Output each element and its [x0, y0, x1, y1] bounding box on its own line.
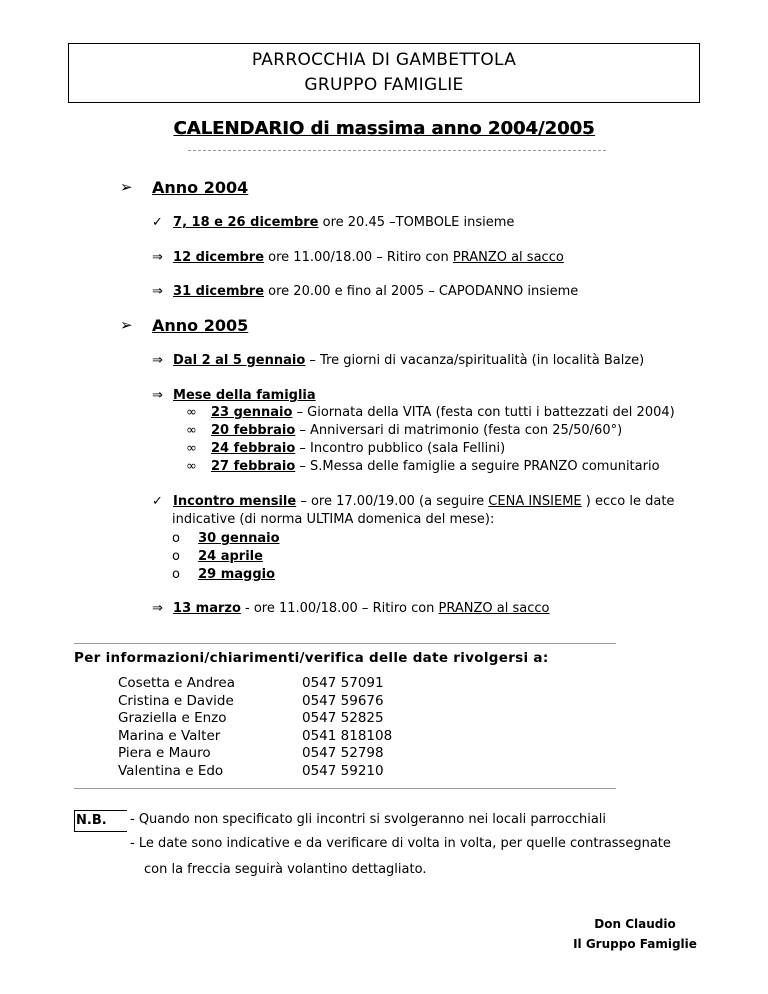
- event-date: 13 marzo: [173, 601, 241, 616]
- nb-note: - Quando non specificato gli incontri si svolgeranno nei locali parrocchiali: [130, 812, 607, 827]
- list-item: [152, 284, 578, 299]
- event-date: Dal 2 al 5 gennaio: [173, 353, 306, 368]
- event-text-tail: ) ecco le date: [581, 494, 675, 509]
- event-text: - ore 11.00/18.00 – Ritiro con: [240, 601, 439, 616]
- year-heading: Anno 2004: [152, 178, 249, 197]
- contact-name: Marina e Valter: [118, 727, 221, 744]
- event-date: 23 gennaio: [210, 405, 293, 420]
- section-divider: [74, 788, 616, 789]
- event-highlight: CENA INSIEME: [488, 494, 582, 509]
- list-item: [172, 531, 280, 546]
- event-text-line2: indicative (di norma ULTIMA domenica del mese):: [172, 512, 495, 527]
- event-text: – ore 17.00/19.00 (a seguire: [296, 494, 489, 509]
- list-item: [172, 567, 275, 582]
- event-text: – S.Messa delle famiglie a seguire PRANZO comunitario: [295, 459, 660, 474]
- list-item: [186, 441, 505, 456]
- checkmark-icon: ✓: [152, 494, 163, 509]
- arrowhead-bullet-icon: ➢: [120, 316, 133, 334]
- year-heading: Anno 2005: [152, 316, 249, 335]
- contact-phone: 0547 59676: [302, 692, 384, 709]
- list-item: [152, 601, 549, 616]
- contact-name: Valentina e Edo: [118, 762, 224, 779]
- arrow-right-icon: ⇒: [152, 353, 163, 368]
- header-box: [68, 43, 700, 103]
- infinity-bullet-icon: ∞: [186, 405, 197, 420]
- event-text: ore 20.00 e fino al 2005 – CAPODANNO insieme: [264, 284, 579, 299]
- list-item: [186, 423, 622, 438]
- event-date: 27 febbraio: [210, 459, 296, 474]
- section-divider: [74, 643, 616, 644]
- circle-bullet-icon: o: [172, 567, 180, 582]
- event-highlight: PRANZO al sacco: [452, 250, 564, 265]
- event-text: – Tre giorni di vacanza/spiritualità (in località Balze): [305, 353, 645, 368]
- arrow-right-icon: ⇒: [152, 250, 163, 265]
- nb-note: - Le date sono indicative e da verificare di volta in volta, per quelle contrassegnate: [130, 836, 671, 851]
- event-date: Mese della famiglia: [173, 388, 316, 403]
- list-item: [152, 353, 644, 368]
- list-item: [152, 388, 316, 403]
- contact-phone: 0547 52798: [302, 745, 384, 761]
- contact-phone: 0547 59210: [302, 762, 384, 779]
- event-text: – Incontro pubblico (sala Fellini): [295, 441, 506, 456]
- arrowhead-bullet-icon: ➢: [120, 178, 133, 196]
- arrow-right-icon: ⇒: [152, 388, 163, 403]
- list-item: [186, 459, 660, 474]
- event-date: 24 febbraio: [210, 441, 296, 456]
- event-date: 31 dicembre: [173, 284, 265, 299]
- nb-label: N.B.: [74, 810, 127, 832]
- list-item: [152, 215, 514, 230]
- document-title: CALENDARIO di massima anno 2004/2005: [173, 118, 595, 139]
- contact-phone: 0547 57091: [302, 675, 384, 691]
- infinity-bullet-icon: ∞: [186, 459, 197, 474]
- event-text: ore 11.00/18.00 – Ritiro con: [264, 250, 453, 265]
- event-text: ore 20.45 –TOMBOLE insieme: [318, 215, 515, 230]
- list-item: [152, 494, 674, 509]
- event-date: 24 aprile: [198, 549, 263, 564]
- group-name: GRUPPO FAMIGLIE: [304, 75, 464, 95]
- contact-phone: 0547 52825: [302, 710, 384, 726]
- infinity-bullet-icon: ∞: [186, 441, 197, 456]
- nb-note: con la freccia seguirà volantino dettagliato.: [144, 862, 427, 877]
- circle-bullet-icon: o: [172, 531, 180, 546]
- event-date: 30 gennaio: [198, 531, 280, 546]
- contact-names: [118, 675, 235, 780]
- infinity-bullet-icon: ∞: [186, 423, 197, 438]
- signature-name: Don Claudio: [594, 917, 676, 931]
- contact-phone: 0541 818108: [302, 727, 393, 744]
- contact-phones: [302, 675, 392, 780]
- dashed-divider: [188, 150, 606, 151]
- info-heading: Per informazioni/chiarimenti/verifica delle date rivolgersi a:: [74, 650, 549, 666]
- arrow-right-icon: ⇒: [152, 284, 163, 299]
- parish-name: PARROCCHIA DI GAMBETTOLA: [251, 50, 517, 70]
- contact-name: Piera e Mauro: [118, 745, 211, 761]
- event-date: 7, 18 e 26 dicembre: [173, 215, 319, 230]
- event-date: 29 maggio: [198, 567, 276, 582]
- list-item: [172, 549, 263, 564]
- contact-name: Graziella e Enzo: [118, 710, 227, 726]
- event-highlight: PRANZO al sacco: [438, 601, 550, 616]
- event-date: 20 febbraio: [210, 423, 296, 438]
- contact-name: Cosetta e Andrea: [118, 675, 235, 691]
- event-date: 12 dicembre: [173, 250, 265, 265]
- checkmark-icon: ✓: [152, 215, 163, 230]
- contact-name: Cristina e Davide: [118, 692, 234, 709]
- circle-bullet-icon: o: [172, 549, 180, 564]
- list-item: [186, 405, 675, 420]
- arrow-right-icon: ⇒: [152, 601, 163, 616]
- signature-group: Il Gruppo Famiglie: [573, 937, 697, 951]
- list-item: [152, 250, 564, 265]
- event-date: Incontro mensile: [173, 494, 297, 509]
- event-text: – Anniversari di matrimonio (festa con 25/50/60°): [295, 423, 623, 438]
- event-text: – Giornata della VITA (festa con tutti i battezzati del 2004): [292, 405, 675, 420]
